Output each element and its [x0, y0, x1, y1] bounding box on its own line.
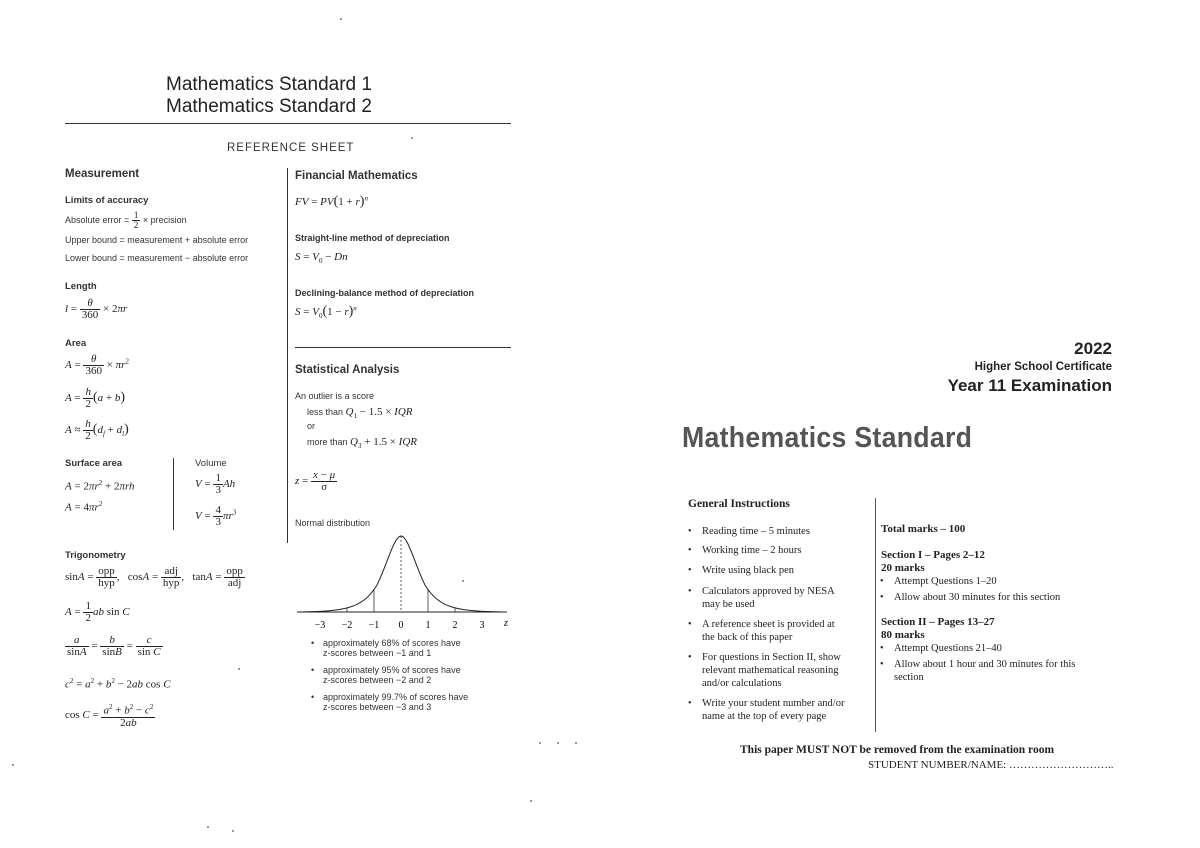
section-1-marks: 20 marks	[881, 562, 925, 574]
declining-formula: $S = V_0(1 - r)^n$	[295, 304, 357, 321]
scan-speck	[530, 800, 532, 802]
upper-bound: Upper bound = measurement + absolute error	[65, 235, 249, 245]
declining-heading: Declining-balance method of depreciation	[295, 288, 475, 298]
triangle-area-formula: A = $\frac{1}{2}$ ab sin C	[65, 600, 130, 624]
tick-label: 3	[479, 620, 485, 631]
section-2-title: Section II – Pages 13–27	[881, 616, 995, 628]
z-score-formula: z = $\frac{x - \mu}{\sigma}$	[295, 469, 336, 493]
instruction-reading-time: • Reading time – 5 minutes	[702, 526, 810, 537]
scan-speck	[238, 668, 240, 670]
scan-speck	[12, 764, 14, 766]
trig-ratios: sinA = $\frac{\text{opp}}{\text{hyp}}$ , cosA = $\frac{\text{adj}}{\text{hyp}}$ , tanA = $\frac{\text{opp}}{\text{adj}}$	[65, 565, 243, 589]
section-1-title: Section I – Pages 2–12	[881, 549, 985, 561]
scan-speck	[557, 742, 559, 744]
absolute-error-formula: Absolute error = $\frac{1}{2}$ × precision	[65, 210, 187, 230]
instruction-section-ii: • For questions in Section II, show relevant mathematical reasoning and/or calculations	[702, 651, 841, 690]
tick-label: −1	[368, 620, 380, 631]
pyramid-volume-formula: V = $\frac{1}{3}$ Ah	[195, 472, 236, 496]
certificate-name: Higher School Certificate	[974, 361, 1112, 373]
sphere-volume-formula: V = $\frac{4}{3}$ $\pi r^3$	[195, 504, 237, 528]
scan-speck	[232, 830, 234, 832]
cosine-rule: $c^2 = a^2 + b^2 - 2ab$ cos C	[65, 677, 171, 691]
exam-name: Year 11 Examination	[947, 376, 1112, 395]
outlier-less-than: less than $Q_1 - 1.5$ × IQR	[307, 406, 413, 421]
general-instructions-heading: General Instructions	[688, 498, 790, 510]
total-marks: Total marks – 100	[881, 523, 966, 535]
footer-notice: This paper MUST NOT be removed from the examination room	[740, 744, 1055, 756]
title-standard-2: Mathematics Standard 2	[166, 96, 372, 117]
axis-variable-label: z	[504, 618, 508, 629]
scan-speck	[207, 826, 209, 828]
exam-year: 2022	[1074, 339, 1112, 358]
financial-heading: Financial Mathematics	[295, 170, 418, 182]
section-1-attempt: • Attempt Questions 1–20	[894, 576, 997, 587]
normal-bullet-997: • approximately 99.7% of scores have z-scores between −3 and 3	[323, 692, 468, 712]
instruction-reference-sheet: • A reference sheet is provided at the back of this paper	[702, 618, 835, 644]
column-divider	[287, 168, 288, 543]
lower-bound: Lower bound = measurement − absolute error	[65, 253, 249, 263]
scan-speck	[462, 580, 464, 582]
scan-speck	[539, 742, 541, 744]
section-2-time: • Allow about 1 hour and 30 minutes for this section	[894, 658, 1075, 684]
instructions-divider	[875, 498, 876, 732]
tick-label: −2	[341, 620, 353, 631]
financial-rule	[295, 347, 511, 348]
sphere-surface-formula: $A = 4\pi r^2$	[65, 500, 103, 514]
outlier-or: or	[307, 421, 316, 431]
scan-speck	[411, 137, 413, 139]
trapezoidal-rule-formula: A ≈ $\frac{h}{2}$ $(d_f + d_l)$	[65, 418, 129, 442]
length-formula: l = $\frac{\theta}{360}$ × 2πr	[65, 297, 128, 321]
sine-rule: $\frac{a}{\sin A}$ = $\frac{b}{\sin B}$ = $\frac{c}{\text{sin C}}$	[67, 634, 161, 658]
stats-heading: Statistical Analysis	[295, 364, 400, 376]
measurement-heading: Measurement	[65, 168, 140, 180]
outlier-text: An outlier is a score	[295, 391, 375, 401]
normal-distribution-graph	[292, 530, 518, 635]
scan-speck	[340, 18, 342, 20]
section-2-attempt: • Attempt Questions 21–40	[894, 643, 1002, 654]
sector-area-formula: A = $\frac{\theta}{360}$ × $\pi r^2$	[65, 353, 129, 377]
volume-heading: Volume	[195, 458, 227, 469]
instruction-working-time: • Working time – 2 hours	[702, 545, 801, 556]
instruction-black-pen: • Write using black pen	[702, 565, 794, 576]
straight-line-formula: $S = V_0 - Dn$	[295, 251, 348, 266]
header-rule	[65, 123, 511, 124]
reference-sheet-heading: REFERENCE SHEET	[227, 142, 355, 154]
surface-area-heading: Surface area	[65, 458, 123, 469]
section-1-time: • Allow about 30 minutes for this section	[894, 592, 1060, 603]
trapezium-area-formula: A = $\frac{h}{2}$ (a + b)	[65, 386, 126, 410]
scan-speck	[575, 742, 577, 744]
trigonometry-heading: Trigonometry	[65, 550, 126, 561]
title-standard-1: Mathematics Standard 1	[166, 74, 372, 95]
instruction-calculators: • Calculators approved by NESA may be used	[702, 585, 835, 611]
subject-title: Mathematics Standard	[682, 422, 973, 454]
tick-label: −3	[314, 620, 326, 631]
cylinder-surface-formula: $A = 2\pi r^2 + 2\pi rh$	[65, 479, 135, 493]
straight-line-heading: Straight-line method of depreciation	[295, 233, 450, 243]
normal-bullet-95: • approximately 95% of scores have z-scores between −2 and 2	[323, 665, 461, 685]
length-heading: Length	[65, 281, 97, 292]
outlier-more-than: more than $Q_3 + 1.5$ × IQR	[307, 436, 417, 451]
area-heading: Area	[65, 338, 87, 349]
tick-label: 0	[398, 620, 404, 631]
normal-distribution-heading: Normal distribution	[295, 518, 371, 528]
normal-bullet-68: • approximately 68% of scores have z-scores between −1 and 1	[323, 638, 461, 658]
tick-label: 2	[452, 620, 458, 631]
instruction-student-number: • Write your student number and/or name at the top of every page	[702, 697, 844, 723]
tick-label: 1	[425, 620, 431, 631]
normal-curve	[300, 536, 504, 612]
section-2-marks: 80 marks	[881, 629, 925, 641]
volume-divider	[173, 458, 174, 530]
limits-heading: Limits of accuracy	[65, 195, 149, 206]
student-number-field: STUDENT NUMBER/NAME: ………………………..	[868, 759, 1114, 771]
cosine-rule-angle: cos C = $\frac{a^2 + b^2 - c^2}{2ab}$	[65, 703, 154, 729]
future-value-formula: FV = $PV(1 + r)^n$	[295, 194, 368, 209]
